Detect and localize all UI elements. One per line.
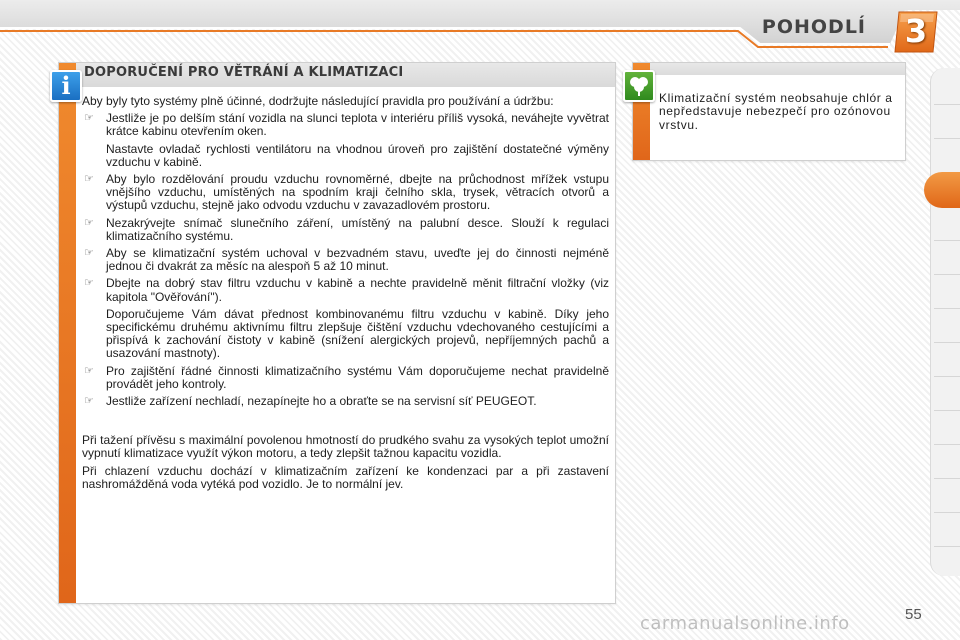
closing-paragraph: Při tažení přívěsu s maximální povolenou hmotností do prudkého svahu za vysokých teplot umožní vypnutí klimatizace využít výkon motoru, a tedy zlepšit tažnou kapacitu vozidla. [82,433,609,461]
panel-header-bar [650,63,905,75]
pointing-hand-icon: ☞ [84,395,94,408]
eco-note-text: Klimatizační systém neobsahuje chlór a nepředstavuje nebezpečí pro ozónovou vrstvu. [659,91,893,132]
leaf-icon-shape [625,72,653,100]
tab-divider [934,512,960,513]
pointing-hand-icon: ☞ [84,364,94,377]
list-item-text: Nezakrývejte snímač slunečního záření, umístěný na palubní desce. Slouží k regulaci klimatizačního systému. [106,215,609,243]
tab-divider [934,274,960,275]
leaf-icon [623,70,655,102]
list-item-text: Dbejte na dobrý stav filtru vzduchu v kabině a nechte pravidelně měnit filtrační vložky (viz kapitola "Ověřování"). [106,276,609,304]
list-item-text: Jestliže zařízení nechladí, nezapínejte ho a obraťte se na servisní síť PEUGEOT. [106,394,537,409]
list-item-text: Aby bylo rozdělování proudu vzduchu rovnoměrné, dbejte na průchodnost mřížek vstupu vnějšího vzduchu, umístěných na spodním kraji čelního skla, trysek, větracích otvorů a výstupů vzduchu, stejně jako odvodu vzduchu v zavazadlovém prostoru. [106,172,609,213]
panel-content [82,95,609,495]
tab-divider [934,444,960,445]
watermark: carmanualsonline.info [640,613,850,634]
tab-divider [934,308,960,309]
tab-divider [934,104,960,105]
list-item [82,217,609,243]
tab-divider [934,240,960,241]
info-icon: i [50,70,82,102]
chapter-badge [893,8,941,56]
tab-divider [934,546,960,547]
list-item [82,112,609,138]
list-item-continuation: Doporučujeme Vám dávat přednost kombinovanému filtru vzduchu v kabině. Díky jeho specifickému druhému aktivnímu filtru zlepšuje čištění vzduchu vdechovaného cestujícími a přispívá k zachování čistoty v kabině (snížení alergických projevů, nepříjemných pachů a usazování mastnoty). [106,306,609,361]
closing-paragraph: Při chlazení vzduchu dochází v klimatizačním zařízení ke kondenzaci par a při zastavení nashromážděná voda vytéká pod vozidlo. Je to normální jev. [82,463,609,491]
list-item-text: Pro zajištění řádné činnosti klimatizačního systému Vám doporučujeme nechat pravidelně provádět jeho kontroly. [106,363,609,391]
tab-divider [934,342,960,343]
tab-track [930,68,960,576]
spacer [82,412,609,434]
chapter-title: POHODLÍ [761,16,866,38]
pointing-hand-icon: ☞ [84,112,94,125]
tab-divider [934,138,960,139]
list-item [82,365,609,391]
list-item [82,173,609,213]
tab-active-chapter[interactable] [924,172,960,208]
intro-paragraph: Aby byly tyto systémy plně účinné, dodržujte následující pravidla pro používání a údržbu: [82,94,554,108]
page-number: 55 [905,606,922,623]
pointing-hand-icon: ☞ [84,173,94,186]
tab-divider [934,376,960,377]
list-item [82,277,609,303]
chapter-number: 3 [904,12,928,50]
list-item-text: Aby se klimatizační systém uchoval v bezvadném stavu, uveďte jej do činnosti nejméně jednou či dvakrát za měsíc na alespoň 5 až 10 minut. [106,246,609,274]
list-item [82,395,609,408]
pointing-hand-icon: ☞ [84,216,94,229]
list-item-continuation: Nastavte ovladač rychlosti ventilátoru na vhodnou úroveň pro zajištění dostatečné výměny vzduchu v kabině. [106,141,609,169]
chapter-tabs [926,68,960,576]
list-item-text: Jestliže je po delším stání vozidla na slunci teplota v interiéru příliš vysoká, neváhejte vyvětrat krátce kabinu otevřením oken. [106,111,609,139]
pointing-hand-icon: ☞ [84,247,94,260]
tab-divider [934,410,960,411]
panel-title: DOPORUČENÍ PRO VĚTRÁNÍ A KLIMATIZACI [84,65,404,80]
pointing-hand-icon: ☞ [84,277,94,290]
list-item [82,247,609,273]
tab-divider [934,478,960,479]
panel-accent-strip [59,63,76,603]
